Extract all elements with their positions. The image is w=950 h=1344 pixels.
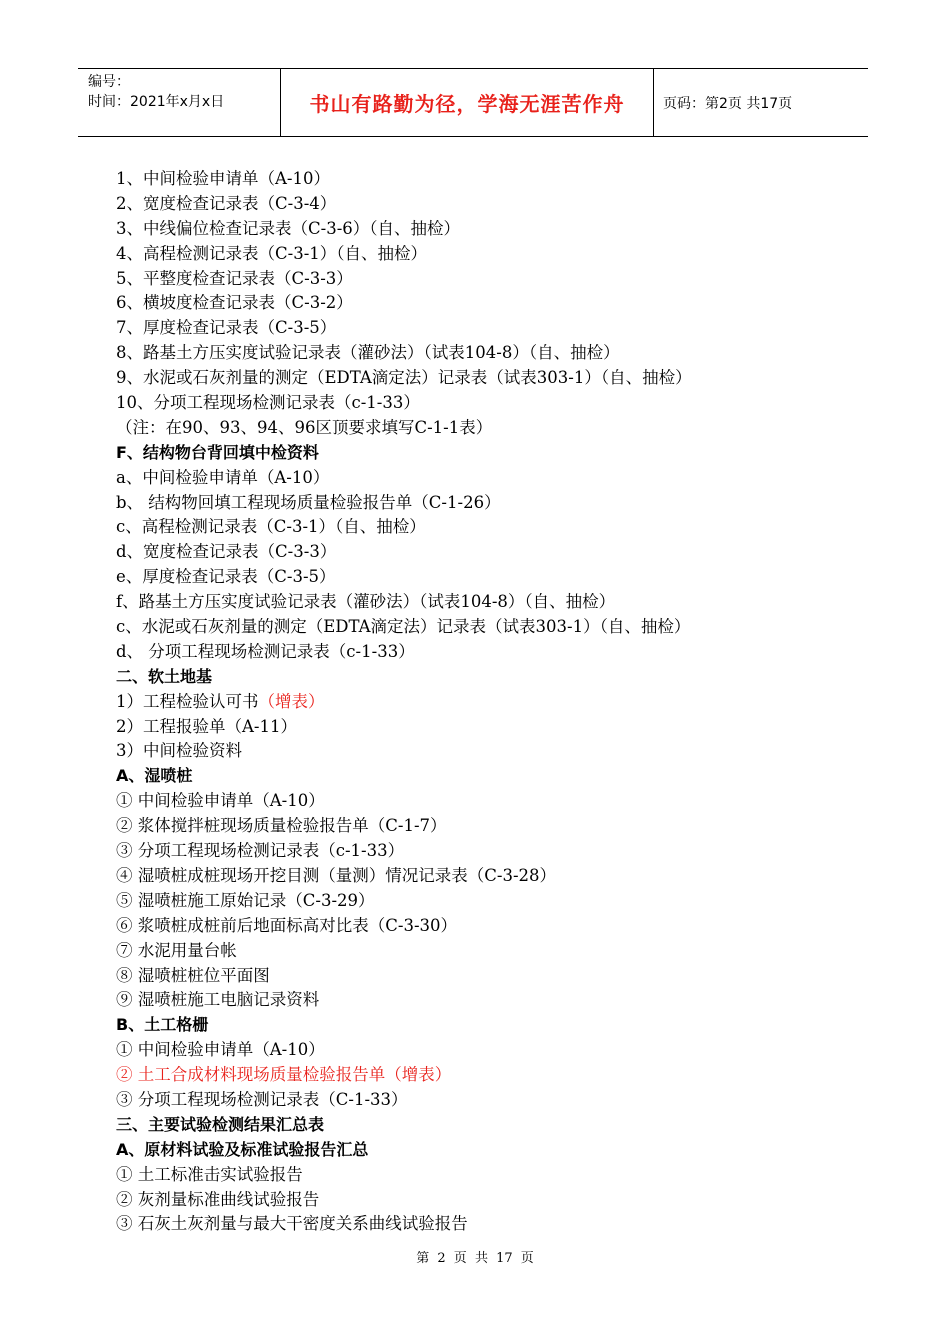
list-item <box>116 316 876 341</box>
footer-text-3: 共 <box>474 1251 488 1266</box>
line-text: 9、水泥或石灰剂量的测定（EDTA滴定法）记录表（试表303-1）（自、抽检） <box>116 368 692 388</box>
line-text: ③ 分项工程现场检测记录表（c-1-33） <box>116 841 405 861</box>
section-heading <box>116 1138 876 1163</box>
list-item <box>116 565 876 590</box>
line-text: f、路基土方压实度试验记录表（灌砂法）（试表104-8）（自、抽检） <box>116 592 616 612</box>
list-item <box>116 341 876 366</box>
line-text: ⑨ 湿喷桩施工电脑记录资料 <box>116 990 320 1010</box>
list-item <box>116 864 876 889</box>
list-item <box>116 715 876 740</box>
list-item <box>116 1188 876 1213</box>
list-item <box>116 988 876 1013</box>
list-item <box>116 366 876 391</box>
line-text: ⑧ 湿喷桩桩位平面图 <box>116 965 270 985</box>
line-text: ② 灰剂量标准曲线试验报告 <box>116 1189 320 1209</box>
line-text: ③ 石灰土灰剂量与最大干密度关系曲线试验报告 <box>116 1214 468 1234</box>
line-text: e、厚度检查记录表（C-3-5） <box>116 567 336 587</box>
list-item <box>116 590 876 615</box>
page-footer <box>0 1247 950 1266</box>
line-text: ② 土工合成材料现场质量检验报告单（增表） <box>116 1065 452 1085</box>
list-item <box>116 192 876 217</box>
list-item <box>116 690 876 715</box>
list-item <box>116 615 876 640</box>
list-item <box>116 167 876 192</box>
added-table-note: （增表） <box>258 691 325 711</box>
section-heading <box>116 764 876 789</box>
section-heading <box>116 665 876 690</box>
line-text: a、中间检验申请单（A-10） <box>116 467 330 487</box>
list-item <box>116 242 876 267</box>
list-item <box>116 515 876 540</box>
line-text: ④ 湿喷桩成桩现场开挖目测（量测）情况记录表（C-3-28） <box>116 865 557 885</box>
list-item <box>116 964 876 989</box>
list-item <box>116 1063 876 1088</box>
line-text: 10、分项工程现场检测记录表（c-1-33） <box>116 393 420 413</box>
line-text: 二、软土地基 <box>116 666 213 686</box>
line-text: b、 结构物回填工程现场质量检验报告单（C-1-26） <box>116 492 501 512</box>
line-text: ① 中间检验申请单（A-10） <box>116 791 325 811</box>
list-item <box>116 839 876 864</box>
page-header <box>78 68 868 137</box>
header-motto: 书山有路勤为径，学海无涯苦作舟 <box>281 69 654 136</box>
section-heading <box>116 441 876 466</box>
line-text: A、原材料试验及标准试验报告汇总 <box>116 1139 369 1159</box>
line-text: 2、宽度检查记录表（C-3-4） <box>116 193 337 213</box>
list-item <box>116 491 876 516</box>
list-item <box>116 1212 876 1237</box>
line-text: 1）工程检验认可书 <box>116 691 259 711</box>
list-item <box>116 291 876 316</box>
line-text: 4、高程检测记录表（C-3-1）（自、抽检） <box>116 243 428 263</box>
list-item <box>116 391 876 416</box>
line-text: d、宽度检查记录表（C-3-3） <box>116 542 337 562</box>
line-text: 6、横坡度检查记录表（C-3-2） <box>116 293 353 313</box>
list-item <box>116 217 876 242</box>
line-text: ① 中间检验申请单（A-10） <box>116 1040 325 1060</box>
list-item <box>116 814 876 839</box>
list-item <box>116 914 876 939</box>
line-text: c、水泥或石灰剂量的测定（EDTA滴定法）记录表（试表303-1）（自、抽检） <box>116 617 691 637</box>
list-item <box>116 466 876 491</box>
line-text: 3、中线偏位检查记录表（C-3-6）（自、抽检） <box>116 218 461 238</box>
list-item <box>116 267 876 292</box>
number-label: 编号： <box>88 74 130 90</box>
footer-text-2: 页 <box>453 1251 467 1266</box>
list-item <box>116 739 876 764</box>
line-text: 5、平整度检查记录表（C-3-3） <box>116 268 353 288</box>
list-item <box>116 1163 876 1188</box>
footer-page-number: 2 <box>437 1251 446 1266</box>
line-text: （注：在90、93、94、96区顶要求填写C-1-1表） <box>116 417 493 437</box>
header-page-info: 页码：第2页 共17页 <box>663 95 793 112</box>
line-text: 3）中间检验资料 <box>116 741 242 761</box>
header-meta <box>78 69 281 136</box>
line-text: ⑤ 湿喷桩施工原始记录（C-3-29） <box>116 890 375 910</box>
footer-text-1: 第 <box>416 1251 430 1266</box>
line-text: d、 分项工程现场检测记录表（c-1-33） <box>116 641 415 661</box>
list-item <box>116 540 876 565</box>
time-label: 时间：2021年x月x日 <box>88 94 225 110</box>
line-text: 1、中间检验申请单（A-10） <box>116 169 330 188</box>
list-item <box>116 889 876 914</box>
section-heading <box>116 1013 876 1038</box>
line-text: ② 浆体搅拌桩现场质量检验报告单（C-1-7） <box>116 816 447 836</box>
line-text: ① 土工标准击实试验报告 <box>116 1164 303 1184</box>
line-text: 三、主要试验检测结果汇总表 <box>116 1114 325 1134</box>
line-text: A、湿喷桩 <box>116 766 193 786</box>
footer-total-pages: 17 <box>496 1251 513 1266</box>
line-text: ⑥ 浆喷桩成桩前后地面标高对比表（C-3-30） <box>116 915 458 935</box>
line-text: B、土工格栅 <box>116 1015 209 1035</box>
list-item <box>116 1088 876 1113</box>
list-item <box>116 640 876 665</box>
list-item <box>116 1038 876 1063</box>
line-text: ③ 分项工程现场检测记录表（C-1-33） <box>116 1089 408 1109</box>
section-heading <box>116 1113 876 1138</box>
footer-text-4: 页 <box>520 1251 534 1266</box>
line-text: F、结构物台背回填中检资料 <box>116 442 319 462</box>
line-text: ⑦ 水泥用量台帐 <box>116 940 237 960</box>
line-text: 7、厚度检查记录表（C-3-5） <box>116 318 337 338</box>
list-item <box>116 939 876 964</box>
list-item <box>116 416 876 441</box>
line-text: c、高程检测记录表（C-3-1）（自、抽检） <box>116 517 426 537</box>
line-text: 2）工程报验单（A-11） <box>116 716 297 736</box>
line-text: 8、路基土方压实度试验记录表（灌砂法）（试表104-8）（自、抽检） <box>116 343 620 363</box>
document-body <box>116 167 876 1237</box>
list-item <box>116 789 876 814</box>
